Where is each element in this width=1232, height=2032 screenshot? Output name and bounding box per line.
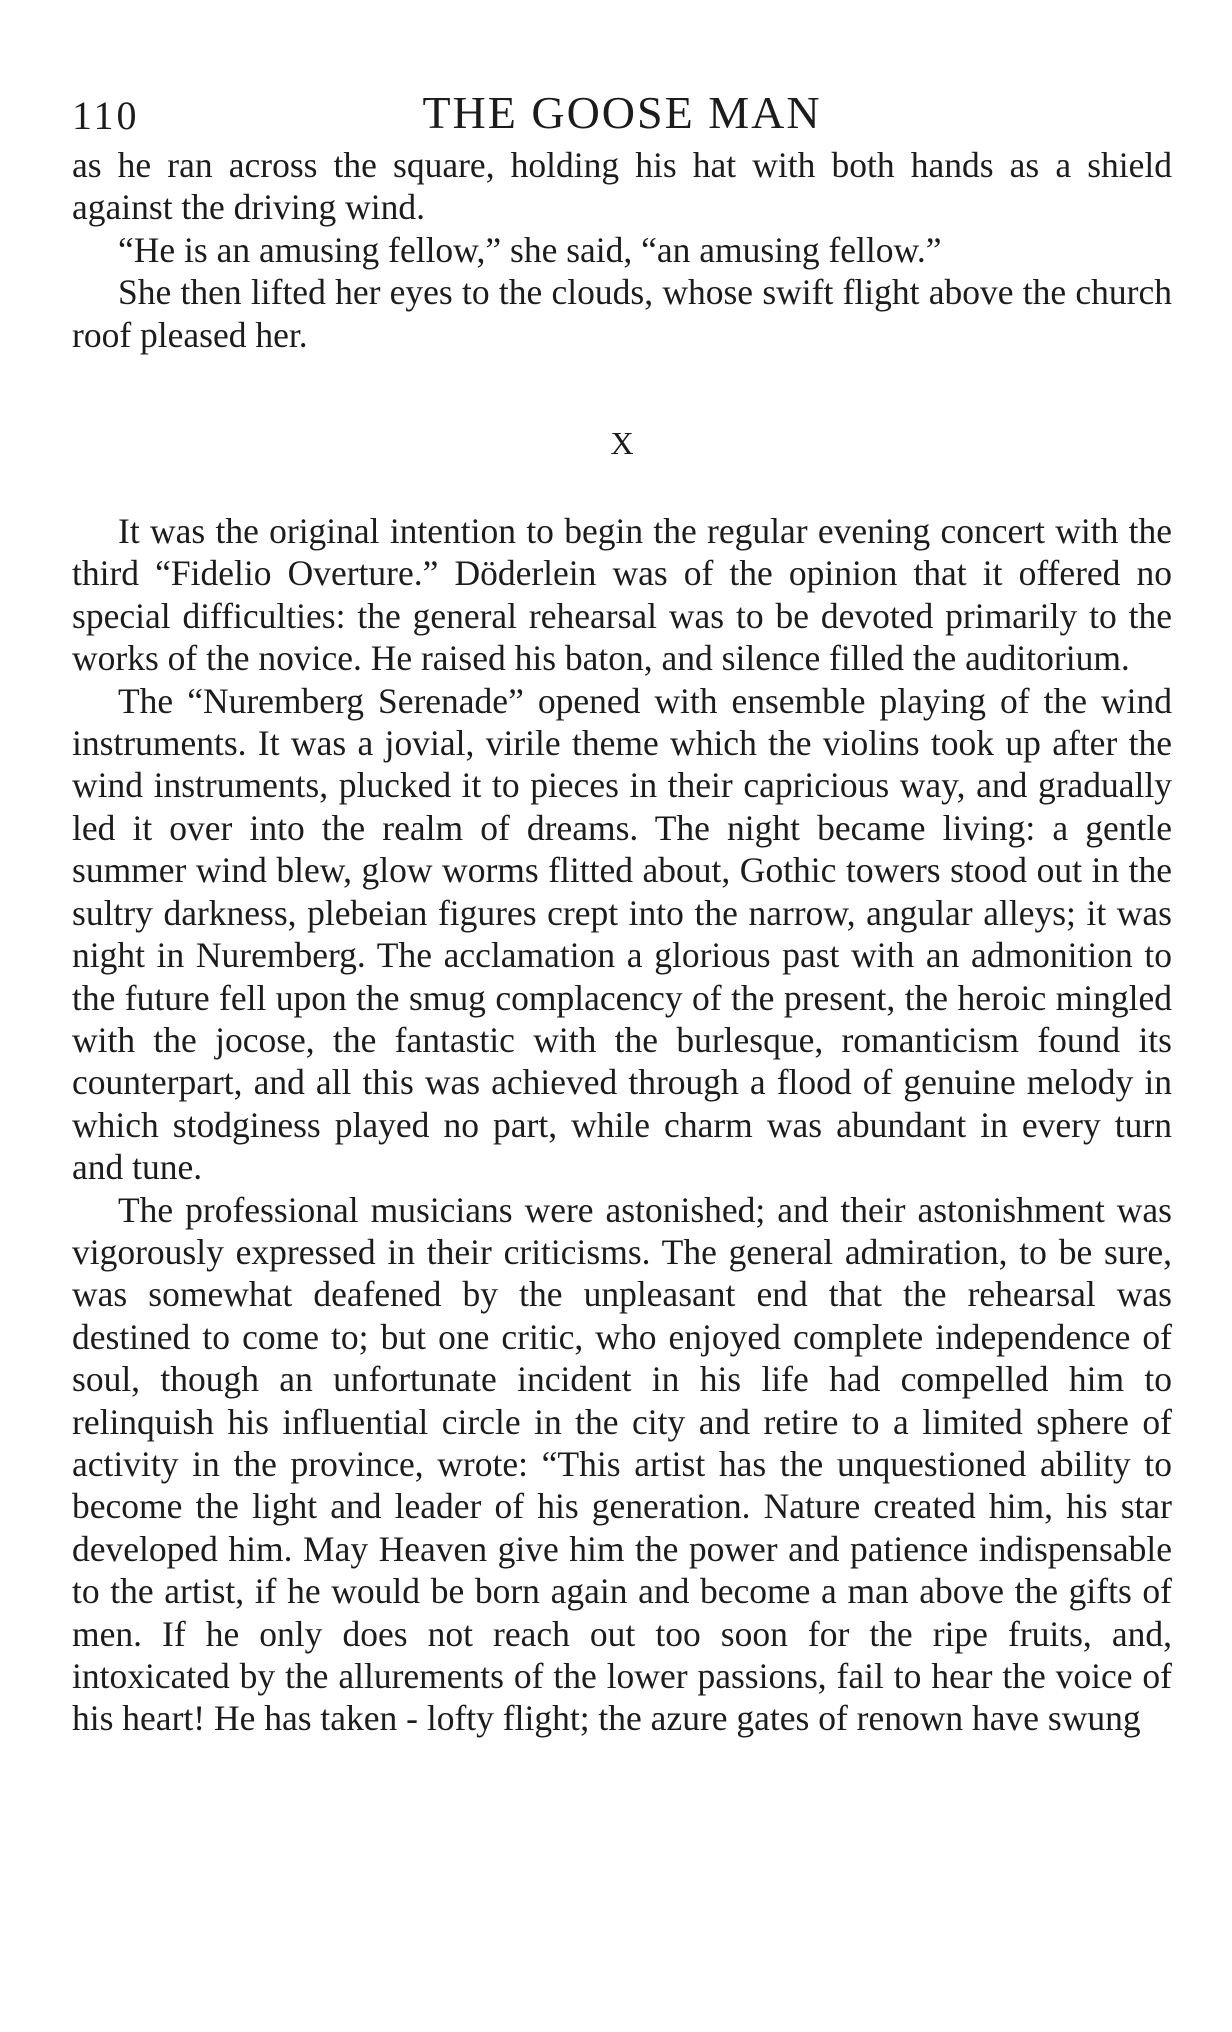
paragraph-continued: as he ran across the square, holding his hat with both hands as a shield against the driving wind. xyxy=(72,145,1172,228)
paragraph: It was the original intention to begin the regular evening concert with the third “Fidelio Overture.” Döderlein was of the opinion that it offered no special difficulties: the general rehearsal was to be devoted primarily to the works of the novice. He raised his baton, and silence filled the auditorium. xyxy=(72,511,1172,679)
running-title: THE GOOSE MAN xyxy=(422,87,822,138)
paragraph: The “Nuremberg Serenade” opened with ensemble playing of the wind instruments. It was a jovial, virile theme which the violins took up after the wind instruments, plucked it to pieces in their capricious way, and gradually led it over into the realm of dreams. The night became living: a gentle summer wind blew, glow worms flitted about, Gothic towers stood out in the sultry darkness, plebeian figures crept into the narrow, angular alleys; it was night in Nuremberg. The acclamation a glorious past with an admonition to the future fell upon the smug complacency of the present, the heroic mingled with the jocose, the fantastic with the burlesque, romanticism found its counterpart, and all this was achieved through a flood of genuine melody in which stodginess played no part, while charm was abundant in every turn and tune. xyxy=(72,680,1172,1188)
section-marker: X xyxy=(610,425,634,462)
running-head xyxy=(72,82,1172,144)
book-page xyxy=(72,82,1172,1740)
paragraph: The professional musicians were astonished; and their astonishment was vigorously expressed in their criticisms. The general admiration, to be sure, was somewhat deafened by the unpleasant end that the rehearsal was destined to come to; but one critic, who enjoyed complete independence of soul, though an unfortunate incident in his life had compelled him to relinquish his influential circle in the city and retire to a limited sphere of activity in the province, wrote: “This artist has the unquestioned ability to become the light and leader of his generation. Nature created him, his star developed him. May Heaven give him the power and patience indispensable to the artist, if he would be born again and become a man above the gifts of men. If he only does not reach out too soon for the ripe fruits, and, intoxicated by the allurements of the lower passions, fail to hear the voice of his heart! He has taken - lofty flight; the azure gates of renown have swung xyxy=(72,1189,1172,1739)
body-text xyxy=(72,144,1172,1740)
page-number: 110 xyxy=(72,93,140,138)
paragraph-dialogue: “He is an amusing fellow,” she said, “an amusing fellow.” xyxy=(118,229,942,270)
paragraph: She then lifted her eyes to the clouds, whose swift flight above the church roof pleased her. xyxy=(72,272,1172,355)
